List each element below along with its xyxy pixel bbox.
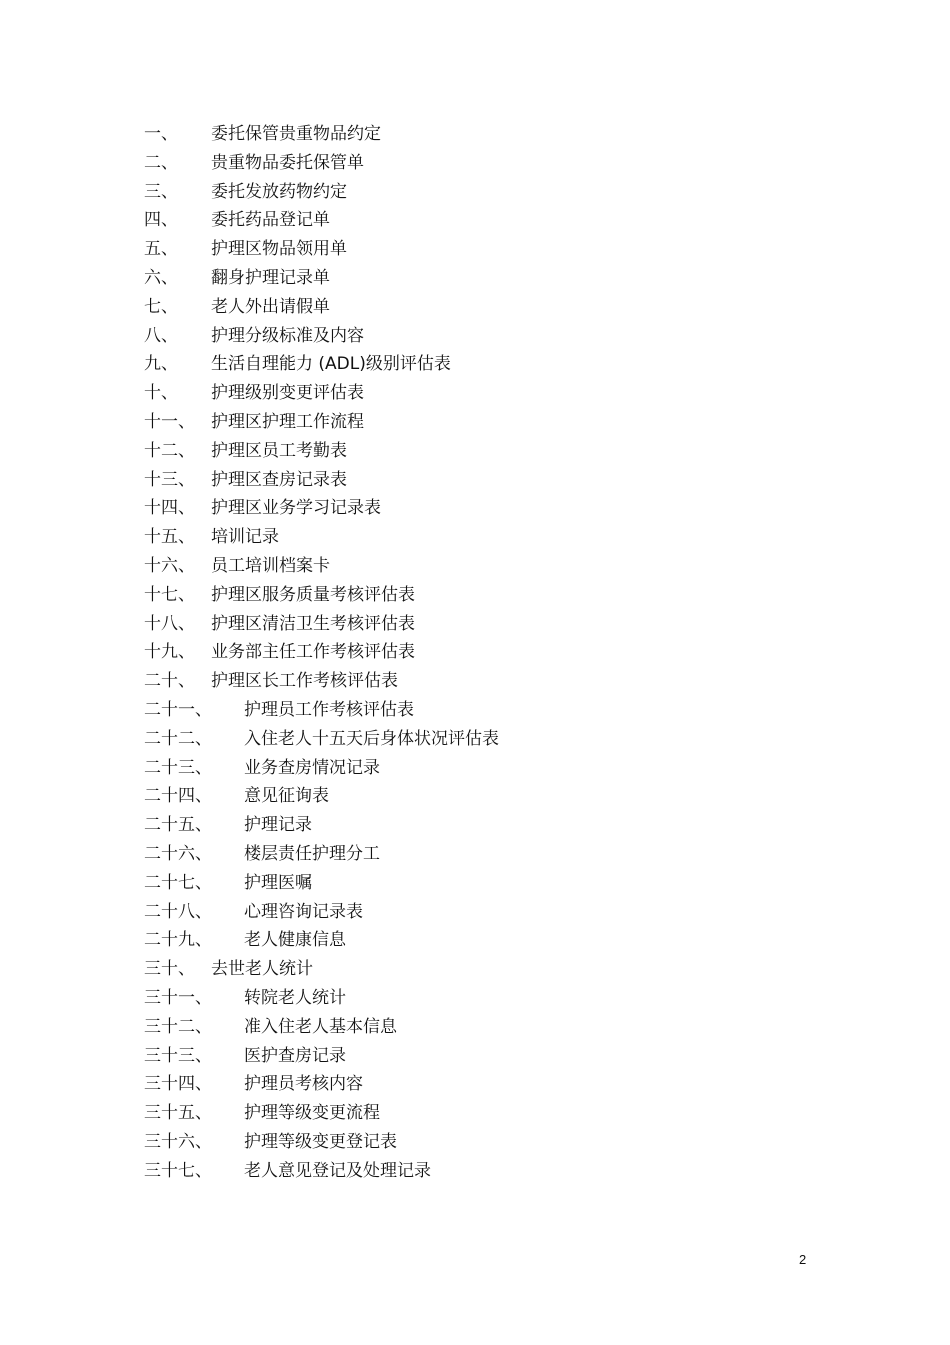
toc-item-title: 老人外出请假单 (211, 296, 330, 317)
toc-item-title: 护理医嘱 (244, 872, 312, 893)
toc-item-number: 二十、 (144, 671, 195, 692)
toc-item (144, 581, 415, 610)
toc-item (144, 552, 330, 581)
toc-item-title: 护理等级变更登记表 (244, 1131, 397, 1152)
toc-item (144, 1157, 431, 1186)
toc-item-number: 九、 (144, 354, 178, 375)
toc-item-number: 七、 (144, 296, 178, 317)
toc-item-title: 委托药品登记单 (211, 210, 330, 231)
toc-item (144, 840, 380, 869)
toc-item (144, 206, 330, 235)
toc-item (144, 178, 347, 207)
toc-item (144, 466, 347, 495)
toc-item-number: 三十二、 (144, 1016, 212, 1037)
toc-item-title: 护理员工作考核评估表 (244, 699, 414, 720)
toc-item-number: 二十八、 (144, 901, 212, 922)
toc-item-number: 三十七、 (144, 1160, 212, 1181)
toc-item-number: 三十五、 (144, 1103, 212, 1124)
toc-item-title: 心理咨询记录表 (244, 901, 363, 922)
toc-item-number: 八、 (144, 325, 178, 346)
toc-item-number: 十七、 (144, 584, 195, 605)
toc-item-number: 二十五、 (144, 815, 212, 836)
toc-item-number: 二十三、 (144, 757, 212, 778)
toc-item-number: 三十三、 (144, 1045, 212, 1066)
toc-item (144, 494, 381, 523)
table-of-contents (144, 120, 499, 1185)
toc-item-title: 护理员考核内容 (244, 1074, 363, 1095)
toc-item-number: 十六、 (144, 555, 195, 576)
toc-item (144, 984, 346, 1013)
toc-item (144, 725, 499, 754)
toc-item (144, 149, 364, 178)
toc-item-title: 培训记录 (211, 527, 279, 548)
toc-item-number: 十九、 (144, 642, 195, 663)
toc-item (144, 235, 347, 264)
toc-item (144, 523, 279, 552)
toc-item-title: 护理区物品领用单 (211, 239, 347, 260)
toc-item-title: 委托保管贵重物品约定 (211, 124, 381, 144)
toc-item-number: 十三、 (144, 469, 195, 490)
toc-item-number: 二十六、 (144, 843, 212, 864)
toc-item-title: 护理区查房记录表 (211, 469, 347, 490)
toc-item (144, 955, 313, 984)
toc-item-number: 二十二、 (144, 728, 212, 749)
toc-item (144, 811, 312, 840)
toc-item-number: 三十、 (144, 959, 195, 980)
toc-item (144, 408, 364, 437)
toc-item-number: 十一、 (144, 411, 195, 432)
toc-item-number: 二、 (144, 152, 178, 173)
toc-item-number: 十四、 (144, 498, 195, 519)
toc-item (144, 610, 415, 639)
toc-item (144, 1128, 397, 1157)
toc-item-title: 护理区清洁卫生考核评估表 (211, 613, 415, 634)
toc-item-title: 护理分级标准及内容 (211, 325, 364, 346)
toc-item-number: 十八、 (144, 613, 195, 634)
toc-item (144, 293, 330, 322)
toc-item-title: 生活自理能力 (ADL)级别评估表 (211, 354, 451, 375)
toc-item-number: 三十六、 (144, 1131, 212, 1152)
toc-item (144, 696, 414, 725)
toc-item-title: 老人意见登记及处理记录 (244, 1160, 431, 1181)
toc-item (144, 667, 398, 696)
toc-item-title: 护理区长工作考核评估表 (211, 671, 398, 692)
toc-item-title: 委托发放药物约定 (211, 181, 347, 202)
toc-item-title: 入住老人十五天后身体状况评估表 (244, 728, 499, 749)
toc-item-number: 二十七、 (144, 872, 212, 893)
toc-item-title: 护理记录 (244, 815, 312, 836)
toc-item (144, 782, 329, 811)
toc-item (144, 926, 346, 955)
toc-item-number: 二十一、 (144, 699, 212, 720)
toc-item-number: 三十一、 (144, 987, 212, 1008)
toc-item-title: 护理级别变更评估表 (211, 383, 364, 404)
toc-item (144, 379, 364, 408)
toc-item (144, 120, 381, 149)
toc-item-number: 三十四、 (144, 1074, 212, 1095)
toc-item-title: 护理等级变更流程 (244, 1103, 380, 1124)
toc-item-title: 转院老人统计 (244, 987, 346, 1008)
toc-item-title: 护理区业务学习记录表 (211, 498, 381, 519)
toc-item (144, 264, 330, 293)
toc-item-title: 楼层责任护理分工 (244, 843, 380, 864)
toc-item-title: 准入住老人基本信息 (244, 1016, 397, 1037)
toc-item-number: 二十九、 (144, 930, 212, 951)
toc-item-number: 十二、 (144, 440, 195, 461)
toc-item-number: 四、 (144, 210, 178, 231)
toc-item-title: 护理区员工考勤表 (211, 440, 347, 461)
toc-item-number: 五、 (144, 239, 178, 260)
page-number: 2 (799, 1252, 807, 1267)
toc-item-number: 二十四、 (144, 786, 212, 807)
toc-item-title: 老人健康信息 (244, 930, 346, 951)
toc-item (144, 322, 364, 351)
toc-item-title: 意见征询表 (244, 786, 329, 807)
toc-item (144, 1070, 363, 1099)
toc-item-number: 六、 (144, 267, 178, 288)
toc-item-title: 护理区服务质量考核评估表 (211, 584, 415, 605)
toc-item (144, 869, 312, 898)
toc-item (144, 350, 451, 379)
toc-item (144, 638, 415, 667)
toc-item-number: 十、 (144, 383, 178, 404)
toc-item-title: 去世老人统计 (211, 959, 313, 980)
toc-item-title: 医护查房记录 (244, 1045, 346, 1066)
toc-item (144, 1042, 346, 1071)
toc-item (144, 898, 363, 927)
toc-item (144, 1013, 397, 1042)
toc-item-title: 翻身护理记录单 (211, 267, 330, 288)
toc-item-title: 贵重物品委托保管单 (211, 152, 364, 173)
toc-item (144, 754, 380, 783)
toc-item-title: 员工培训档案卡 (211, 555, 330, 576)
toc-item-title: 业务查房情况记录 (244, 757, 380, 778)
toc-item-number: 一、 (144, 124, 178, 144)
toc-item (144, 1099, 380, 1128)
toc-item-title: 业务部主任工作考核评估表 (211, 642, 415, 663)
toc-item-title: 护理区护理工作流程 (211, 411, 364, 432)
toc-item-number: 三、 (144, 181, 178, 202)
toc-item (144, 437, 347, 466)
toc-item-number: 十五、 (144, 527, 195, 548)
